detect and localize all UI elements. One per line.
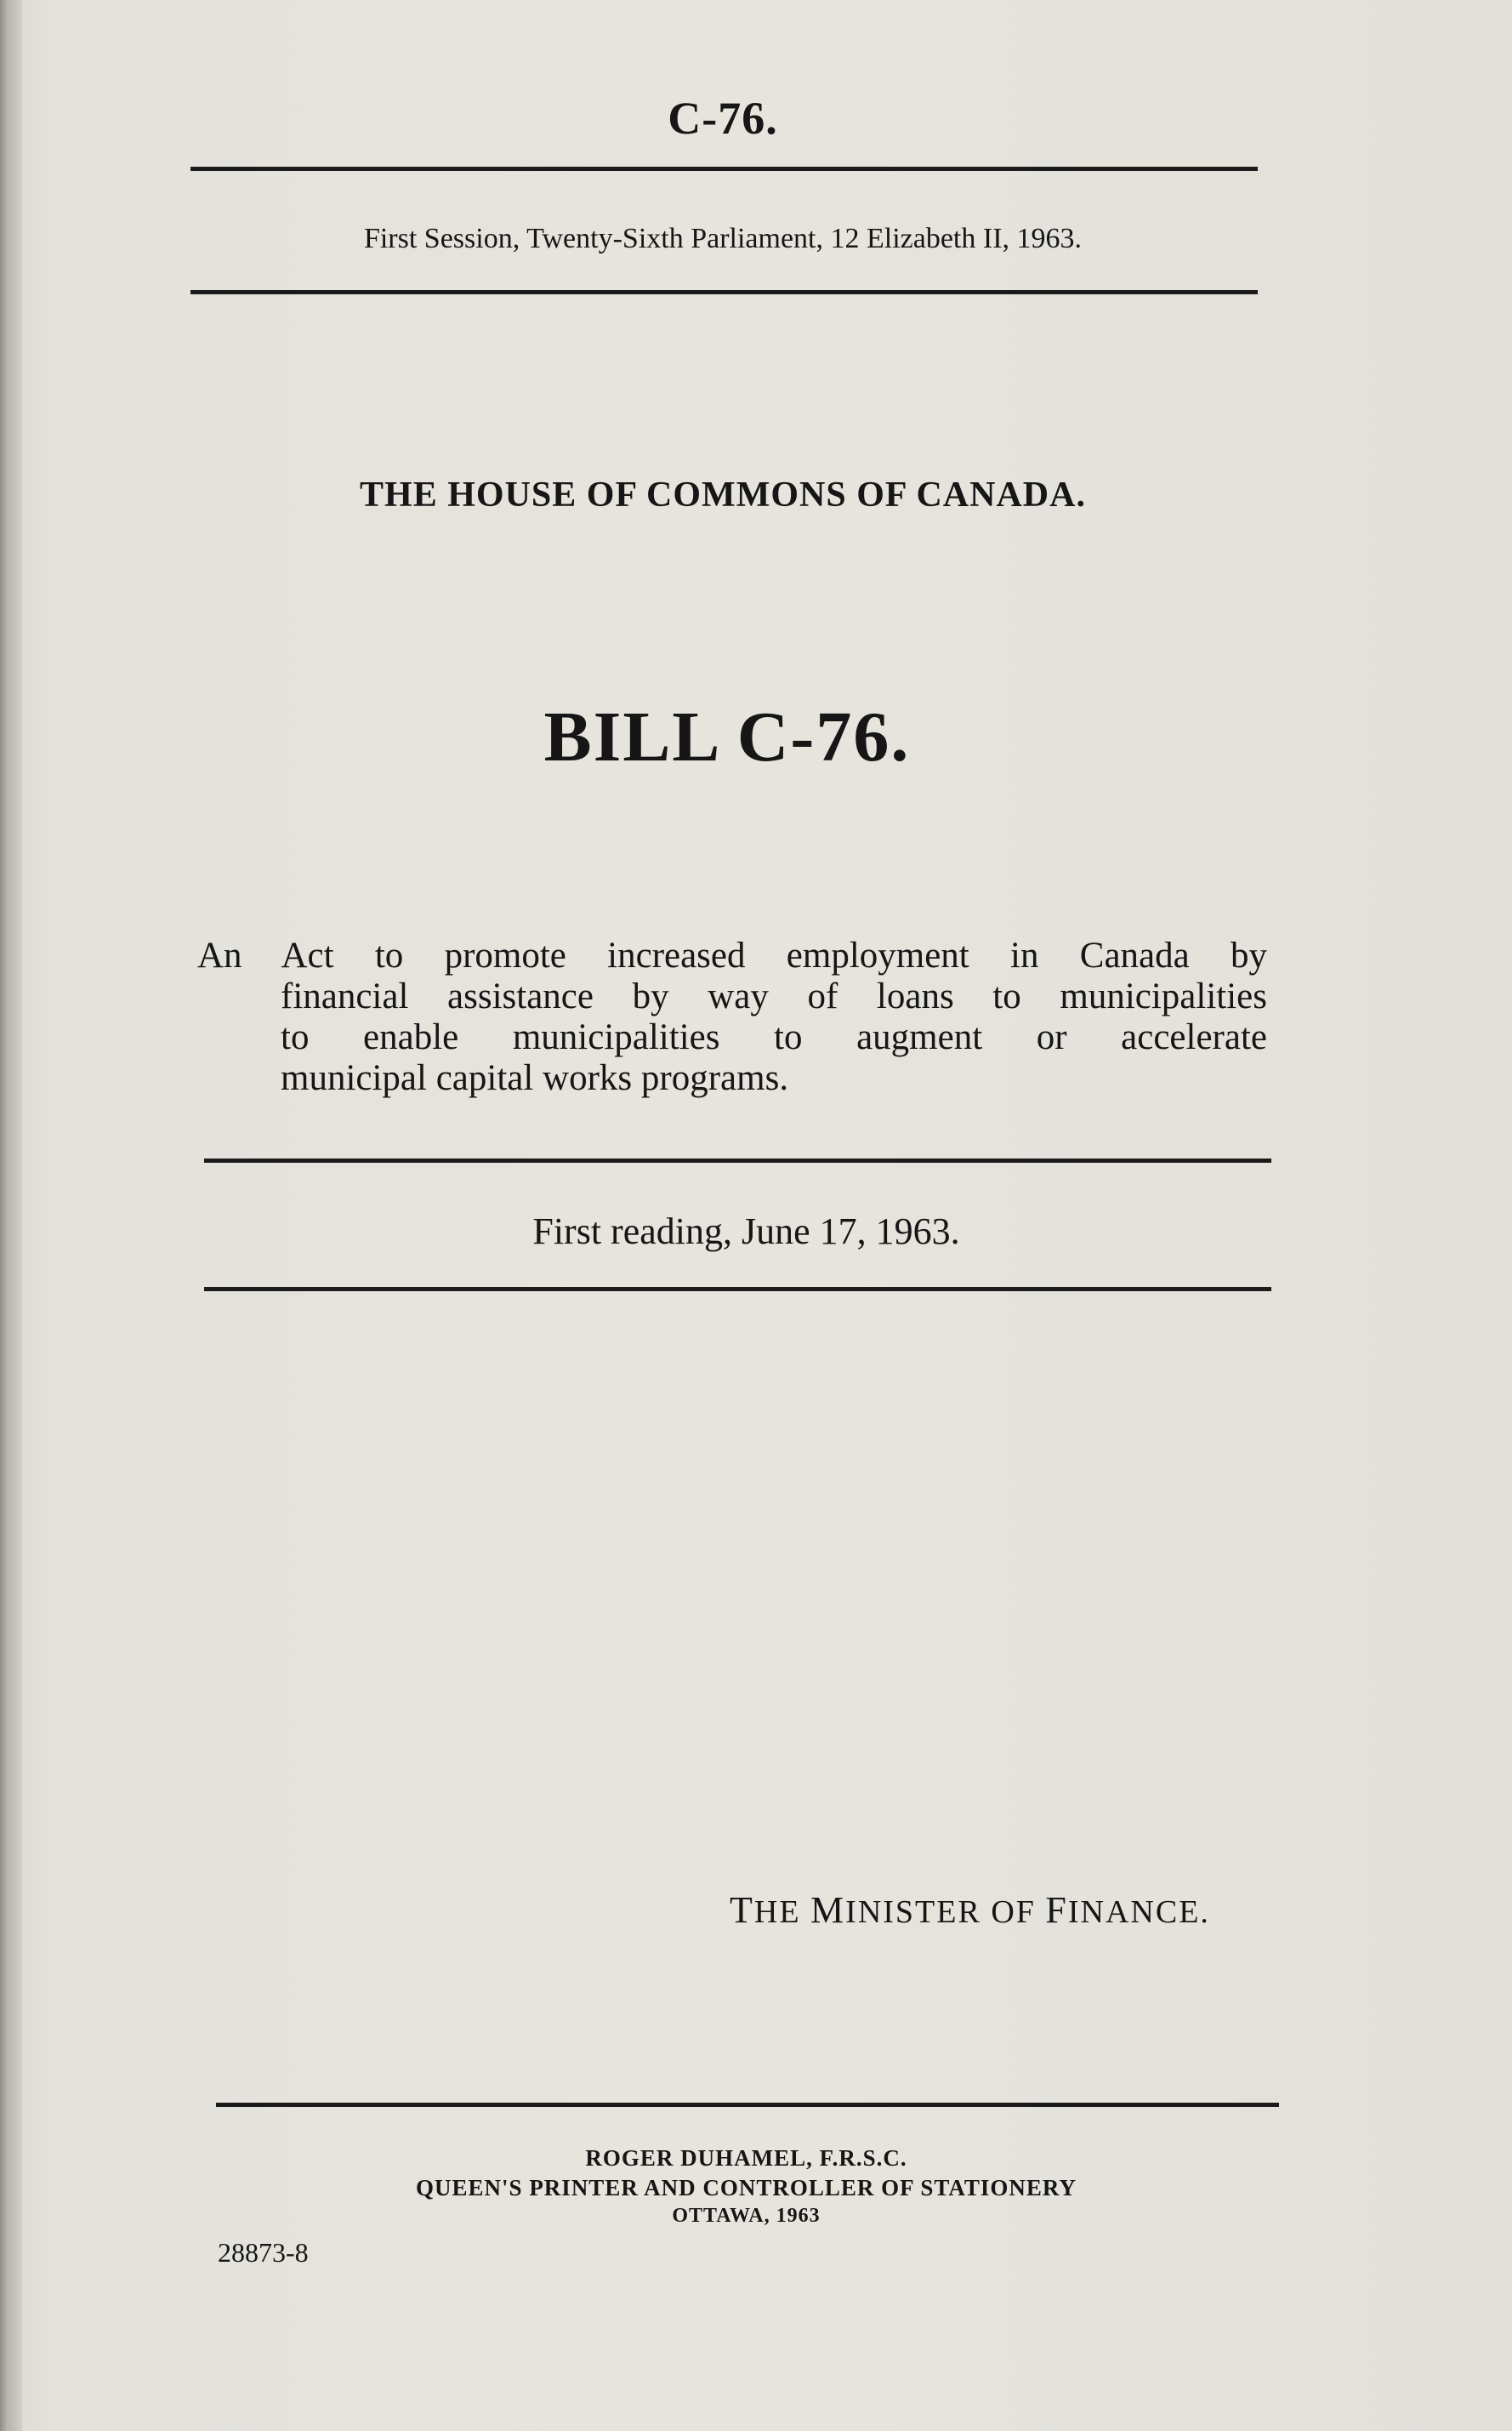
act-title-line: An Act to promote increased employment in Canada by	[197, 936, 1267, 976]
session-line: First Session, Twenty-Sixth Parliament, 12 Elizabeth II, 1963.	[363, 223, 1083, 254]
act-title-line: to enable municipalities to augment or accelerate	[281, 1017, 1267, 1057]
house-of-commons-heading: THE HOUSE OF COMMONS OF CANADA.	[360, 475, 1086, 515]
bottom-rule	[216, 2103, 1279, 2107]
top-rule-2	[190, 290, 1258, 294]
printer-place: OTTAWA, 1963	[672, 2205, 821, 2227]
bill-number-header: C-76.	[668, 93, 778, 144]
minister-cap-f: F	[1045, 1889, 1068, 1931]
act-title-line: financial assistance by way of loans to municipalities	[281, 976, 1267, 1016]
first-reading-line: First reading, June 17, 1963.	[532, 1210, 960, 1252]
minister-cap-m: M	[810, 1889, 846, 1931]
minister-cap-t: T	[730, 1889, 754, 1931]
minister-of-finance	[730, 1888, 1210, 1932]
minister-word-finance: INANCE.	[1067, 1894, 1210, 1930]
printer-name: ROGER DUHAMEL, F.R.S.C.	[585, 2145, 907, 2171]
minister-word-minister: INISTER OF	[845, 1894, 1046, 1930]
act-title	[197, 936, 1267, 1099]
middle-rule-1	[204, 1159, 1271, 1163]
printer-title: QUEEN'S PRINTER AND CONTROLLER OF STATIONERY	[416, 2175, 1077, 2200]
middle-rule-2	[204, 1287, 1271, 1291]
minister-word-the: HE	[753, 1894, 811, 1930]
document-code: 28873-8	[218, 2237, 309, 2268]
act-title-line: municipal capital works programs.	[281, 1058, 789, 1098]
top-rule-1	[190, 167, 1258, 171]
bill-title: BILL C-76.	[543, 697, 911, 777]
